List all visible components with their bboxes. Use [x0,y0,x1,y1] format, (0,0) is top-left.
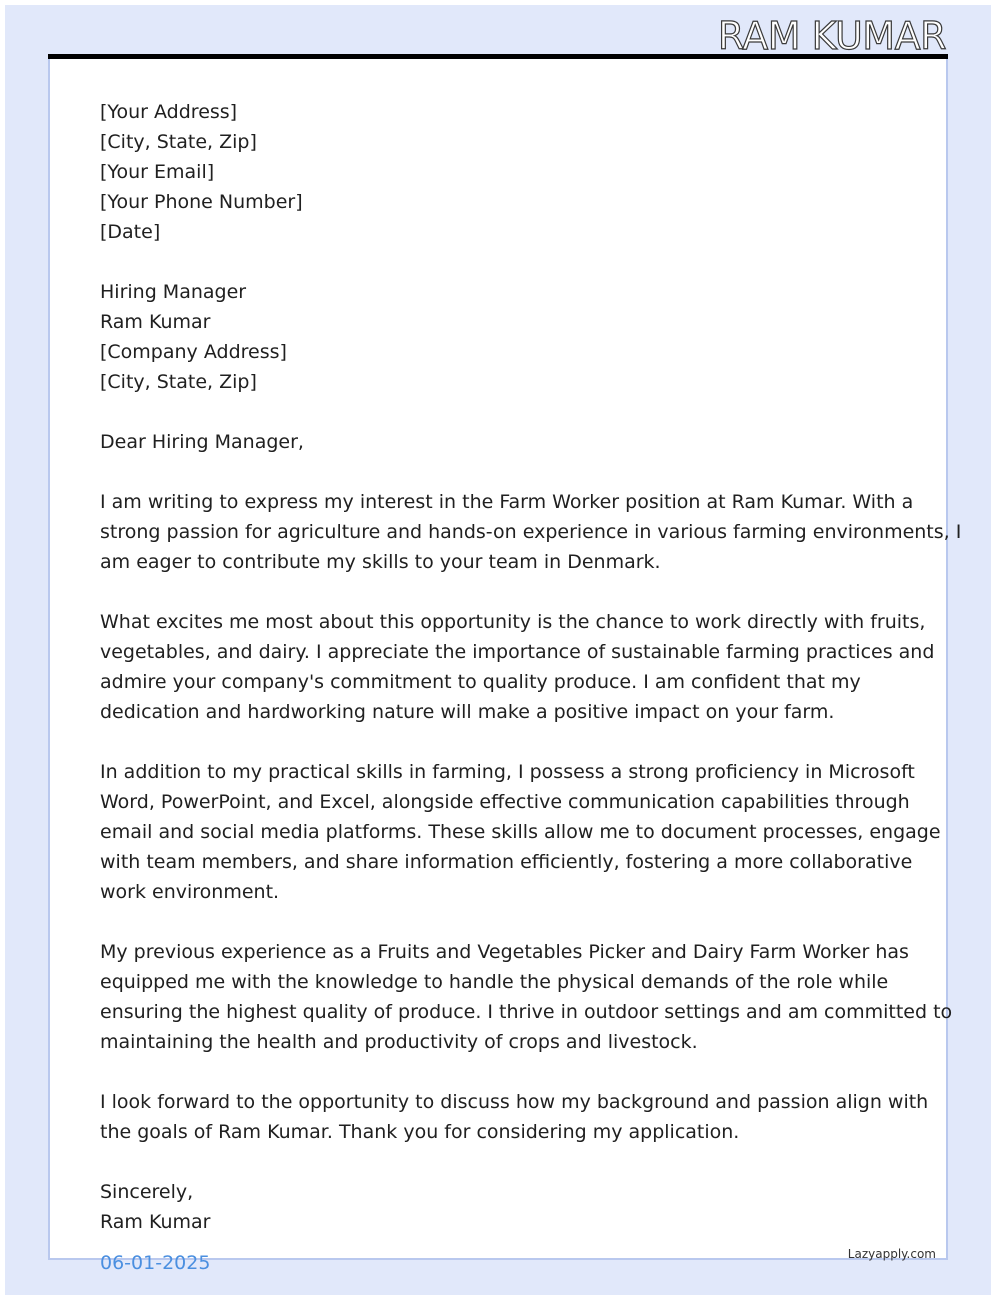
spacer [100,577,900,607]
paragraph-line: In addition to my practical skills in farming, I possess a strong proficiency in Microsoft [100,761,915,783]
spacer [100,1057,900,1087]
paragraph-line: ensuring the highest quality of produce. I thrive in outdoor settings and am committed to [100,1001,953,1023]
paragraph-line: vegetables, and dairy. I appreciate the importance of sustainable farming practices and [100,641,935,663]
recipient-city-state-zip: [City, State, Zip] [100,371,257,393]
spacer [100,727,900,757]
spacer [100,247,900,277]
paragraph-line: My previous experience as a Fruits and Vegetables Picker and Dairy Farm Worker has [100,941,909,963]
recipient-title: Hiring Manager [100,281,247,303]
sender-date: [Date] [100,221,161,243]
spacer [100,1147,900,1177]
signature-block [100,1177,900,1237]
paragraph-closing [100,1087,929,1147]
recipient-block [100,277,900,397]
paragraph-experience [100,937,953,1057]
recipient-address: [Company Address] [100,341,287,363]
sender-city-state-zip: [City, State, Zip] [100,131,257,153]
paragraph-line: I look forward to the opportunity to discuss how my background and passion align with [100,1091,929,1113]
paragraph-line: equipped me with the knowledge to handle the physical demands of the role while [100,971,889,993]
paragraph-line: am eager to contribute my skills to your team in Denmark. [100,551,661,573]
sender-block [100,97,900,247]
paragraph-line: email and social media platforms. These skills allow me to document processes, engage [100,821,941,843]
sender-email: [Your Email] [100,161,215,183]
paragraph-line: with team members, and share information efficiently, fostering a more collaborative [100,851,913,873]
paragraph-line: I am writing to express my interest in the Farm Worker position at Ram Kumar. With a [100,491,914,513]
paragraph-line: dedication and hardworking nature will make a positive impact on your farm. [100,701,835,723]
salutation: Dear Hiring Manager, [100,431,304,453]
spacer [100,457,900,487]
paragraph-line: admire your company's commitment to quality produce. I am confident that my [100,671,861,693]
paragraph-line: What excites me most about this opportunity is the chance to work directly with fruits, [100,611,926,633]
paragraph-opportunity [100,607,935,727]
paragraph-line: the goals of Ram Kumar. Thank you for considering my application. [100,1121,740,1143]
sender-address: [Your Address] [100,101,238,123]
paragraph-interest [100,487,962,577]
recipient-company: Ram Kumar [100,311,211,333]
applicant-name-heading: RAM KUMAR [717,14,946,58]
spacer [100,397,900,427]
sign-off: Sincerely, [100,1181,194,1203]
sender-phone: [Your Phone Number] [100,191,303,213]
paragraph-line: maintaining the health and productivity of crops and livestock. [100,1031,698,1053]
letter-body [100,97,962,1237]
paragraph-line: Word, PowerPoint, and Excel, alongside effective communication capabilities through [100,791,910,813]
paragraph-line: work environment. [100,881,280,903]
watermark-text: Lazyapply.com [847,1247,936,1261]
paragraph-line: strong passion for agriculture and hands-on experience in various farming environments, I [100,521,962,543]
signer-name: Ram Kumar [100,1211,211,1233]
spacer [100,907,900,937]
paragraph-skills [100,757,941,907]
footer-date: 06-01-2025 [100,1252,211,1274]
